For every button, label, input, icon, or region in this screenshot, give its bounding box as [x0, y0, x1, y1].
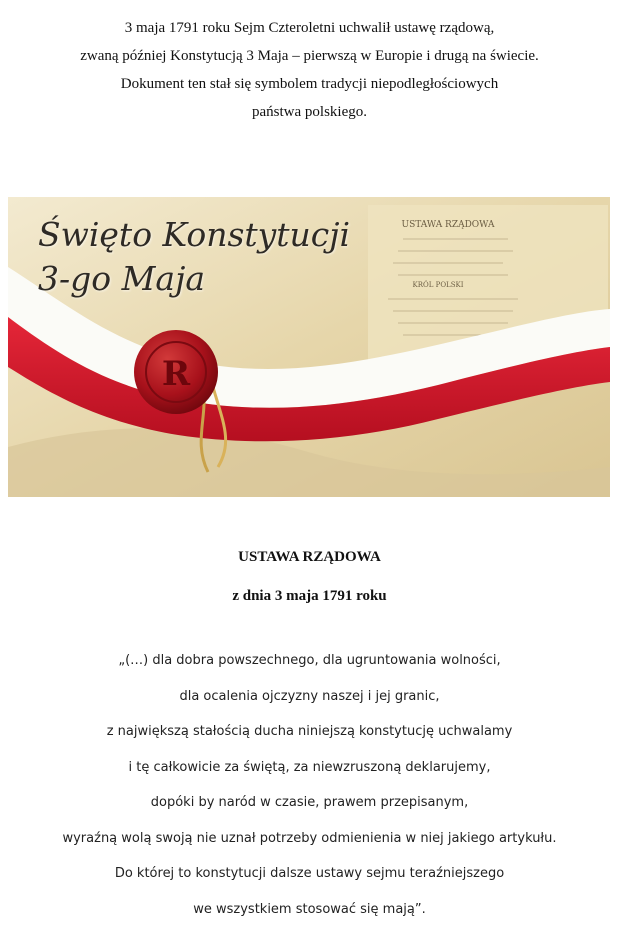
quote-line: wyraźną wolą swoją nie uznał potrzeby odmienienia w niej jakiego artykułu. [62, 830, 557, 846]
intro-line: państwa polskiego. [252, 104, 367, 120]
intro-line: Dokument ten stał się symbolem tradycji niepodległościowych [120, 76, 499, 92]
banner-title-line: 3-go Maja [38, 259, 205, 298]
quote-line: Do której to konstytucji dalsze ustawy sejmu teraźniejszego [114, 866, 505, 881]
quote-line: we wszystkiem stosować się mają”. [193, 901, 426, 917]
quote-line: dopóki by naród w czasie, prawem przepisanym, [150, 795, 469, 810]
quote-line: z największą stałością ducha niniejszą konstytucję uchwalamy [106, 724, 513, 739]
quote-line: „(…) dla dobra powszechnego, dla ugruntowania wolności, [118, 653, 501, 668]
intro-paragraph [0, 14, 619, 126]
constitution-quote [0, 643, 619, 927]
document-date: z dnia 3 maja 1791 roku [232, 588, 387, 604]
document-heading-text: USTAWA RZĄDOWA [401, 220, 495, 230]
document-title: USTAWA RZĄDOWA [238, 549, 381, 565]
banner-title [38, 213, 350, 301]
seal-letter: R [161, 354, 191, 394]
banner-title-line: Święto Konstytucji [38, 215, 351, 254]
constitution-banner-image [8, 197, 610, 497]
document-subheading-text: KRÓL POLSKI [412, 281, 464, 289]
quote-line: i tę całkowicie za świętą, za niewzruszoną deklarujemy, [128, 759, 491, 775]
intro-line: 3 maja 1791 roku Sejm Czteroletni uchwalił ustawę rządową, [124, 20, 495, 36]
quote-line: dla ocalenia ojczyzny naszej i jej granic, [179, 688, 440, 704]
intro-line: zwaną później Konstytucją 3 Maja – pierwszą w Europie i drugą na świecie. [80, 48, 539, 64]
